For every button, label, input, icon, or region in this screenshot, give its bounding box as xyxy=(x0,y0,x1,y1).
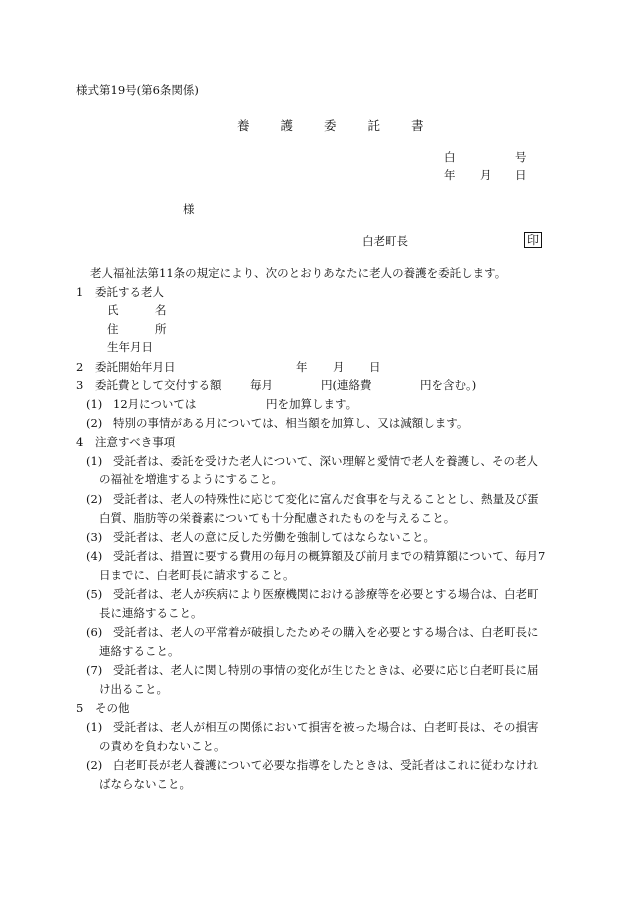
section1-heading: 委託する老人 xyxy=(95,285,164,299)
section5-heading: その他 xyxy=(95,701,130,715)
date-month: 月 xyxy=(480,168,492,182)
title-char: 託 xyxy=(367,118,381,133)
addressee-suffix: 様 xyxy=(183,202,195,216)
section5-item-number: (2) xyxy=(86,758,103,772)
field-birthdate: 生年月日 xyxy=(107,340,153,354)
start-day: 日 xyxy=(369,360,381,374)
section4-item-line1: 受託者は、老人に関し特別の事情の変化が生じたときは、必要に応じ白老町長に届 xyxy=(113,663,539,677)
doc-number-suffix: 号 xyxy=(515,150,527,164)
seal-mark: 印 xyxy=(524,232,542,248)
section4-item-number: (7) xyxy=(86,663,103,677)
section4-item-number: (6) xyxy=(86,625,103,639)
section4-item-line1: 受託者は、老人が疾病により医療機関における診療等を必要とする場合は、白老町 xyxy=(113,587,539,601)
section5-item-number: (1) xyxy=(86,720,103,734)
doc-number-prefix: 白 xyxy=(444,150,456,164)
section5-item-line2: ばならないこと。 xyxy=(99,777,191,791)
section2-heading: 委託開始年月日 xyxy=(95,360,176,374)
section4-number: 4 xyxy=(76,435,84,449)
section4-item-line1: 受託者は、老人の特殊性に応じて変化に富んだ食事を与えることとし、熱量及び蛋 xyxy=(113,492,539,506)
section2-number: 2 xyxy=(76,360,84,374)
section5-item-line1: 白老町長が老人養護について必要な指導をしたときは、受託者はこれに従わなけれ xyxy=(113,758,539,772)
title-char: 養 xyxy=(237,118,250,133)
document-title xyxy=(237,120,455,133)
section4-item-number: (4) xyxy=(86,549,103,563)
start-month: 月 xyxy=(333,360,345,374)
field-name-a: 氏 xyxy=(107,303,119,317)
section4-item-line2: 長に連絡すること。 xyxy=(99,606,203,620)
section3-item1-number: (1) xyxy=(86,397,103,411)
section5-item-line2: の責めを負わないこと。 xyxy=(99,739,226,753)
section3-item2-text: 特別の事情がある月については、相当額を加算し、又は減額します。 xyxy=(113,416,469,430)
section4-item-line1: 受託者は、措置に要する費用の毎月の概算額及び前月までの精算額について、毎月7 xyxy=(113,549,546,563)
title-char: 護 xyxy=(280,118,294,133)
section4-item-line1: 受託者は、委託を受けた老人について、深い理解と愛情で老人を養護し、その老人 xyxy=(113,454,539,468)
included-label: 円を含む。) xyxy=(420,378,477,392)
section4-item-number: (1) xyxy=(86,454,103,468)
section5-item-line1: 受託者は、老人が相互の関係において損害を被った場合は、白老町長は、その損害 xyxy=(113,720,539,734)
section4-item-line1: 受託者は、老人の平常着が破損したためその購入を必要とする場合は、白老町長に xyxy=(113,625,539,639)
section4-item-line2: け出ること。 xyxy=(99,682,168,696)
date-day: 日 xyxy=(515,168,527,182)
section4-item-line2: 日までに、白老町長に請求すること。 xyxy=(99,568,295,582)
intro-text: 老人福祉法第11条の規定により、次のとおりあなたに老人の養護を委託します。 xyxy=(90,266,507,280)
section5-number: 5 xyxy=(76,701,84,715)
section3-item1-text: 12月については xyxy=(113,397,197,411)
start-year: 年 xyxy=(296,360,308,374)
form-number: 様式第19号(第6条関係) xyxy=(76,83,199,97)
monthly-label: 毎月 xyxy=(250,378,273,392)
section3-number: 3 xyxy=(76,378,84,392)
title-char: 委 xyxy=(324,118,337,133)
field-name-b: 名 xyxy=(155,303,167,317)
section4-item-number: (5) xyxy=(86,587,103,601)
section3-item1-text2: 円を加算します。 xyxy=(266,397,358,411)
title-char: 書 xyxy=(411,118,424,133)
section4-item-line2: の福祉を増進するようにすること。 xyxy=(99,472,283,486)
section3-heading: 委託費として交付する額 xyxy=(95,378,222,392)
section4-item-number: (2) xyxy=(86,492,103,506)
field-address-a: 住 xyxy=(107,322,119,336)
yen-contact-label: 円(連絡費 xyxy=(321,378,372,392)
date-year: 年 xyxy=(444,168,456,182)
section4-item-line1: 受託者は、老人の意に反した労働を強制してはならないこと。 xyxy=(113,530,435,544)
issuer-name: 白老町長 xyxy=(362,234,408,248)
field-address-b: 所 xyxy=(155,322,167,336)
section4-item-line2: 白質、脂肪等の栄養素についても十分配慮されたものを与えること。 xyxy=(99,511,456,525)
section4-item-line2: 連絡すること。 xyxy=(99,644,180,658)
section4-heading: 注意すべき事項 xyxy=(95,435,176,449)
section3-item2-number: (2) xyxy=(86,416,103,430)
section4-item-number: (3) xyxy=(86,530,103,544)
section1-number: 1 xyxy=(76,285,84,299)
